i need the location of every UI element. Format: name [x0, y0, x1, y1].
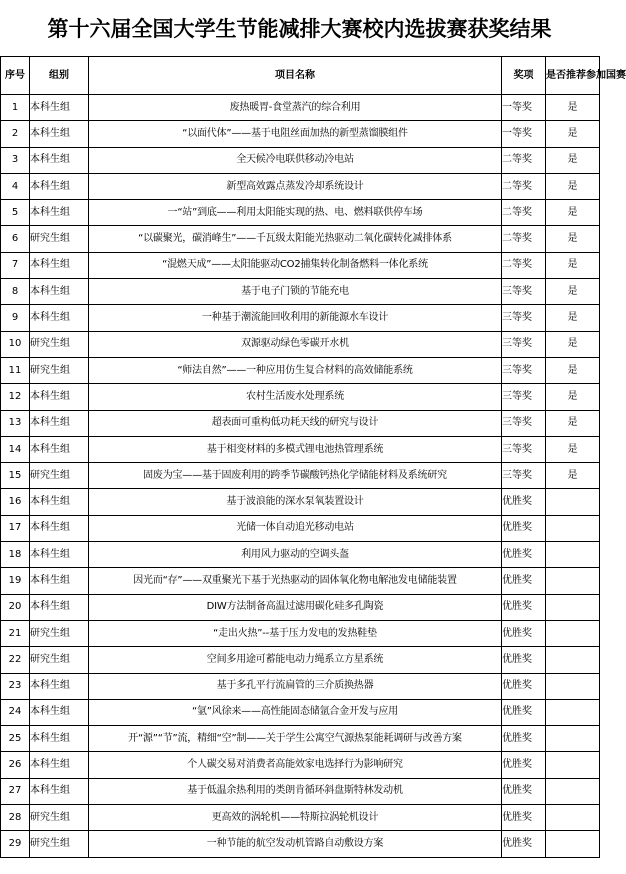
- header-group: 组别: [30, 57, 89, 95]
- table-row: [1, 121, 600, 147]
- row-recommend: [546, 805, 600, 831]
- row-recommend: [546, 778, 600, 804]
- row-project-name: 基于相变材料的多模式锂电池热管理系统: [89, 436, 502, 462]
- row-award: 优胜奖: [502, 647, 546, 673]
- row-group: 本科生组: [30, 568, 89, 594]
- row-recommend: 是: [546, 357, 600, 383]
- row-award: 二等奖: [502, 147, 546, 173]
- row-group: 本科生组: [30, 279, 89, 305]
- row-recommend: 是: [546, 226, 600, 252]
- table-row: [1, 436, 600, 462]
- row-number: 25: [1, 726, 30, 752]
- row-number: 28: [1, 805, 30, 831]
- row-number: 1: [1, 95, 30, 121]
- row-project-name: 开“源”“节”流，精细“空”制——关于学生公寓空气源热泵能耗调研与改善方案: [89, 726, 502, 752]
- row-project-name: 一种节能的航空发动机管路自动敷设方案: [89, 831, 502, 857]
- row-award: 三等奖: [502, 463, 546, 489]
- row-project-name: “氩”风徐来——高性能固态储氩合金开发与应用: [89, 699, 502, 725]
- table-row: [1, 542, 600, 568]
- row-project-name: 农村生活废水处理系统: [89, 384, 502, 410]
- row-number: 3: [1, 147, 30, 173]
- table-row: [1, 305, 600, 331]
- row-project-name: 利用风力驱动的空调头盔: [89, 542, 502, 568]
- row-project-name: 一种基于潮流能回收利用的新能源水车设计: [89, 305, 502, 331]
- row-project-name: 全天候冷电联供移动冷电站: [89, 147, 502, 173]
- row-group: 本科生组: [30, 147, 89, 173]
- row-recommend: 是: [546, 384, 600, 410]
- row-project-name: “师法自然”——一种应用仿生复合材料的高效储能系统: [89, 357, 502, 383]
- table-row: [1, 805, 600, 831]
- table-row: [1, 778, 600, 804]
- row-recommend: 是: [546, 463, 600, 489]
- row-number: 2: [1, 121, 30, 147]
- row-recommend: 是: [546, 121, 600, 147]
- row-group: 本科生组: [30, 384, 89, 410]
- page-title: 第十六届全国大学生节能减排大赛校内选拔赛获奖结果: [47, 17, 552, 41]
- row-project-name: 个人碳交易对消费者高能效家电选择行为影响研究: [89, 752, 502, 778]
- table-row: [1, 594, 600, 620]
- header-no: 序号: [1, 57, 30, 95]
- row-award: 一等奖: [502, 121, 546, 147]
- row-group: 本科生组: [30, 673, 89, 699]
- table-row: [1, 279, 600, 305]
- row-project-name: “以面代体”——基于电阻丝面加热的新型蒸馏膜组件: [89, 121, 502, 147]
- row-number: 23: [1, 673, 30, 699]
- row-recommend: 是: [546, 173, 600, 199]
- table-row: [1, 568, 600, 594]
- row-number: 15: [1, 463, 30, 489]
- row-recommend: [546, 699, 600, 725]
- row-recommend: [546, 594, 600, 620]
- row-award: 三等奖: [502, 279, 546, 305]
- row-recommend: 是: [546, 147, 600, 173]
- row-project-name: 新型高效露点蒸发冷却系统设计: [89, 173, 502, 199]
- table-row: [1, 620, 600, 646]
- row-number: 22: [1, 647, 30, 673]
- row-group: 本科生组: [30, 121, 89, 147]
- table-row: [1, 673, 600, 699]
- row-group: 研究生组: [30, 463, 89, 489]
- row-award: 优胜奖: [502, 778, 546, 804]
- row-group: 本科生组: [30, 542, 89, 568]
- row-recommend: [546, 542, 600, 568]
- row-recommend: [546, 726, 600, 752]
- row-award: 优胜奖: [502, 831, 546, 857]
- row-award: 二等奖: [502, 200, 546, 226]
- row-award: 优胜奖: [502, 515, 546, 541]
- row-project-name: 超表面可重构低功耗天线的研究与设计: [89, 410, 502, 436]
- row-award: 二等奖: [502, 252, 546, 278]
- row-recommend: [546, 647, 600, 673]
- row-group: 研究生组: [30, 831, 89, 857]
- row-recommend: 是: [546, 410, 600, 436]
- row-group: 本科生组: [30, 95, 89, 121]
- table-row: [1, 95, 600, 121]
- row-group: 研究生组: [30, 647, 89, 673]
- row-project-name: 固废为宝——基于固废利用的跨季节碳酸钙热化学储能材料及系统研究: [89, 463, 502, 489]
- row-number: 8: [1, 279, 30, 305]
- row-award: 优胜奖: [502, 489, 546, 515]
- table-row: [1, 726, 600, 752]
- header-award: 奖项: [502, 57, 546, 95]
- table-row: [1, 200, 600, 226]
- table-row: [1, 752, 600, 778]
- row-award: 优胜奖: [502, 594, 546, 620]
- table-row: [1, 831, 600, 857]
- row-recommend: [546, 831, 600, 857]
- row-recommend: 是: [546, 95, 600, 121]
- row-number: 9: [1, 305, 30, 331]
- row-group: 本科生组: [30, 752, 89, 778]
- row-number: 10: [1, 331, 30, 357]
- header-row: [1, 57, 600, 95]
- row-award: 二等奖: [502, 173, 546, 199]
- row-award: 二等奖: [502, 226, 546, 252]
- row-project-name: 因光而“存”——双重聚光下基于光热驱动的固体氧化物电解池发电储能装置: [89, 568, 502, 594]
- row-group: 本科生组: [30, 699, 89, 725]
- row-recommend: [546, 489, 600, 515]
- row-award: 三等奖: [502, 331, 546, 357]
- row-group: 本科生组: [30, 200, 89, 226]
- row-award: 优胜奖: [502, 568, 546, 594]
- row-project-name: 一“站”到底——利用太阳能实现的热、电、燃料联供停车场: [89, 200, 502, 226]
- row-project-name: “混燃天成”——太阳能驱动CO2捕集转化制备燃料一体化系统: [89, 252, 502, 278]
- row-group: 本科生组: [30, 726, 89, 752]
- row-award: 优胜奖: [502, 726, 546, 752]
- row-number: 26: [1, 752, 30, 778]
- row-number: 11: [1, 357, 30, 383]
- header-recommend: 是否推荐参加国赛: [546, 57, 600, 95]
- row-project-name: 双源驱动绿色零碳开水机: [89, 331, 502, 357]
- row-number: 19: [1, 568, 30, 594]
- row-number: 16: [1, 489, 30, 515]
- row-number: 5: [1, 200, 30, 226]
- row-project-name: “以碳聚光，碳消峰生”——千瓦级太阳能光热驱动二氧化碳转化减排体系: [89, 226, 502, 252]
- row-number: 20: [1, 594, 30, 620]
- row-award: 优胜奖: [502, 805, 546, 831]
- row-number: 6: [1, 226, 30, 252]
- table-row: [1, 331, 600, 357]
- row-award: 优胜奖: [502, 620, 546, 646]
- results-body: [1, 95, 600, 858]
- row-number: 12: [1, 384, 30, 410]
- row-number: 17: [1, 515, 30, 541]
- row-award: 优胜奖: [502, 673, 546, 699]
- table-row: [1, 410, 600, 436]
- row-recommend: 是: [546, 252, 600, 278]
- table-row: [1, 357, 600, 383]
- table-row: [1, 226, 600, 252]
- row-group: 本科生组: [30, 305, 89, 331]
- row-group: 本科生组: [30, 252, 89, 278]
- row-group: 研究生组: [30, 331, 89, 357]
- row-award: 三等奖: [502, 436, 546, 462]
- row-recommend: [546, 620, 600, 646]
- row-number: 7: [1, 252, 30, 278]
- row-recommend: [546, 752, 600, 778]
- table-row: [1, 489, 600, 515]
- table-row: [1, 173, 600, 199]
- results-table: [0, 56, 626, 858]
- row-group: 本科生组: [30, 410, 89, 436]
- row-group: 本科生组: [30, 173, 89, 199]
- row-award: 优胜奖: [502, 699, 546, 725]
- row-recommend: 是: [546, 279, 600, 305]
- row-award: 三等奖: [502, 357, 546, 383]
- table-row: [1, 252, 600, 278]
- row-award: 三等奖: [502, 305, 546, 331]
- row-project-name: 空间多用途可蓄能电动力绳系立方星系统: [89, 647, 502, 673]
- row-group: 本科生组: [30, 594, 89, 620]
- row-project-name: 废热暖胃-食堂蒸汽的综合利用: [89, 95, 502, 121]
- table-row: [1, 384, 600, 410]
- row-number: 27: [1, 778, 30, 804]
- row-recommend: 是: [546, 436, 600, 462]
- row-group: 研究生组: [30, 620, 89, 646]
- row-number: 13: [1, 410, 30, 436]
- row-number: 18: [1, 542, 30, 568]
- row-recommend: [546, 515, 600, 541]
- row-recommend: [546, 673, 600, 699]
- row-group: 本科生组: [30, 436, 89, 462]
- table-row: [1, 515, 600, 541]
- table-row: [1, 147, 600, 173]
- row-group: 本科生组: [30, 515, 89, 541]
- row-award: 三等奖: [502, 410, 546, 436]
- table-row: [1, 699, 600, 725]
- row-project-name: 基于低温余热利用的类朗肯循环斜盘斯特林发动机: [89, 778, 502, 804]
- row-project-name: “走出火热”--基于压力发电的发热鞋垫: [89, 620, 502, 646]
- row-number: 29: [1, 831, 30, 857]
- row-recommend: 是: [546, 305, 600, 331]
- row-project-name: 更高效的涡轮机——特斯拉涡轮机设计: [89, 805, 502, 831]
- row-award: 优胜奖: [502, 542, 546, 568]
- row-project-name: 基于多孔平行流扁管的三介质换热器: [89, 673, 502, 699]
- row-number: 14: [1, 436, 30, 462]
- row-award: 三等奖: [502, 384, 546, 410]
- row-group: 研究生组: [30, 226, 89, 252]
- row-group: 本科生组: [30, 778, 89, 804]
- row-project-name: DIW方法制备高温过滤用碳化硅多孔陶瓷: [89, 594, 502, 620]
- row-project-name: 基于电子门锁的节能充电: [89, 279, 502, 305]
- row-award: 优胜奖: [502, 752, 546, 778]
- table-row: [1, 463, 600, 489]
- row-recommend: 是: [546, 331, 600, 357]
- row-number: 24: [1, 699, 30, 725]
- row-number: 4: [1, 173, 30, 199]
- row-group: 研究生组: [30, 357, 89, 383]
- row-project-name: 基于波浪能的深水泵氧装置设计: [89, 489, 502, 515]
- row-recommend: 是: [546, 200, 600, 226]
- row-project-name: 光储一体自动追光移动电站: [89, 515, 502, 541]
- table-row: [1, 647, 600, 673]
- row-number: 21: [1, 620, 30, 646]
- row-group: 研究生组: [30, 805, 89, 831]
- row-group: 本科生组: [30, 489, 89, 515]
- row-award: 一等奖: [502, 95, 546, 121]
- row-recommend: [546, 568, 600, 594]
- header-project: 项目名称: [89, 57, 502, 95]
